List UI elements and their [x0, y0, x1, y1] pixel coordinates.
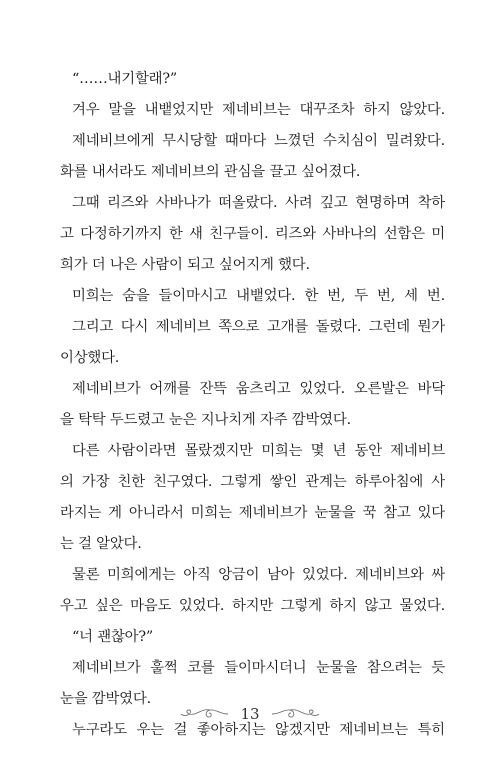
- text-line: 라지는 게 아니라서 미희는 제네비브가 눈물을 꾹 참고 있다: [60, 505, 445, 521]
- text-line: 제네비브가 어깨를 잔뜩 움츠리고 있었다. 오른발은 바닥: [72, 381, 445, 397]
- text-line: 다른 사람이라면 몰랐겠지만 미희는 몇 년 동안 제네비브: [72, 443, 445, 459]
- text-line: 이상했다.: [60, 350, 120, 366]
- text-line: 겨우 말을 내뱉었지만 제네비브는 대꾸조차 하지 않았다.: [72, 102, 445, 118]
- ornament-swirl-left-icon: [180, 707, 230, 721]
- text-line: “너 괜찮아?”: [72, 629, 154, 645]
- text-line: 제네비브에게 무시당할 때마다 느꼈던 수치심이 밀려왔다.: [72, 133, 445, 149]
- text-line: 그때 리즈와 사바나가 떠올랐다. 사려 깊고 현명하며 착하: [72, 195, 445, 211]
- text-line: 화를 내서라도 제네비브의 관심을 끌고 싶어졌다.: [60, 164, 361, 180]
- text-line: “……내기할래?”: [72, 71, 178, 87]
- page-footer: [0, 699, 500, 729]
- text-line: 물론 미희에게는 아직 앙금이 남아 있었다. 제네비브와 싸: [72, 567, 445, 583]
- ornament-swirl-right-icon: [270, 707, 320, 721]
- text-line: 그리고 다시 제네비브 쪽으로 고개를 돌렸다. 그런데 뭔가: [72, 319, 445, 335]
- text-line: 누구라도 우는 걸 좋아하지는 않겠지만 제네비브는 특히: [72, 722, 445, 738]
- text-line: 미희는 숨을 들이마시고 내뱉었다. 한 번, 두 번, 세 번.: [72, 288, 445, 304]
- page-number: 13: [240, 705, 260, 723]
- text-line: 제네비브가 훌쩍 코를 들이마시더니 눈물을 참으려는 듯: [72, 660, 445, 676]
- book-page-body: [60, 64, 445, 746]
- text-line: 고 다정하기까지 한 새 친구들이. 리즈와 사바나의 선함은 미: [60, 226, 445, 242]
- text-line: 희가 더 나은 사람이 되고 싶어지게 했다.: [60, 257, 310, 273]
- text-line: 눈을 깜박였다.: [60, 691, 151, 707]
- text-line: 의 가장 친한 친구였다. 그렇게 쌓인 관계는 하루아침에 사: [60, 474, 445, 490]
- text-line: 을 탁탁 두드렸고 눈은 지나치게 자주 깜박였다.: [60, 412, 351, 428]
- text-line: 우고 싶은 마음도 있었다. 하지만 그렇게 하지 않고 물었다.: [60, 598, 445, 614]
- text-line: 는 걸 알았다.: [60, 536, 142, 552]
